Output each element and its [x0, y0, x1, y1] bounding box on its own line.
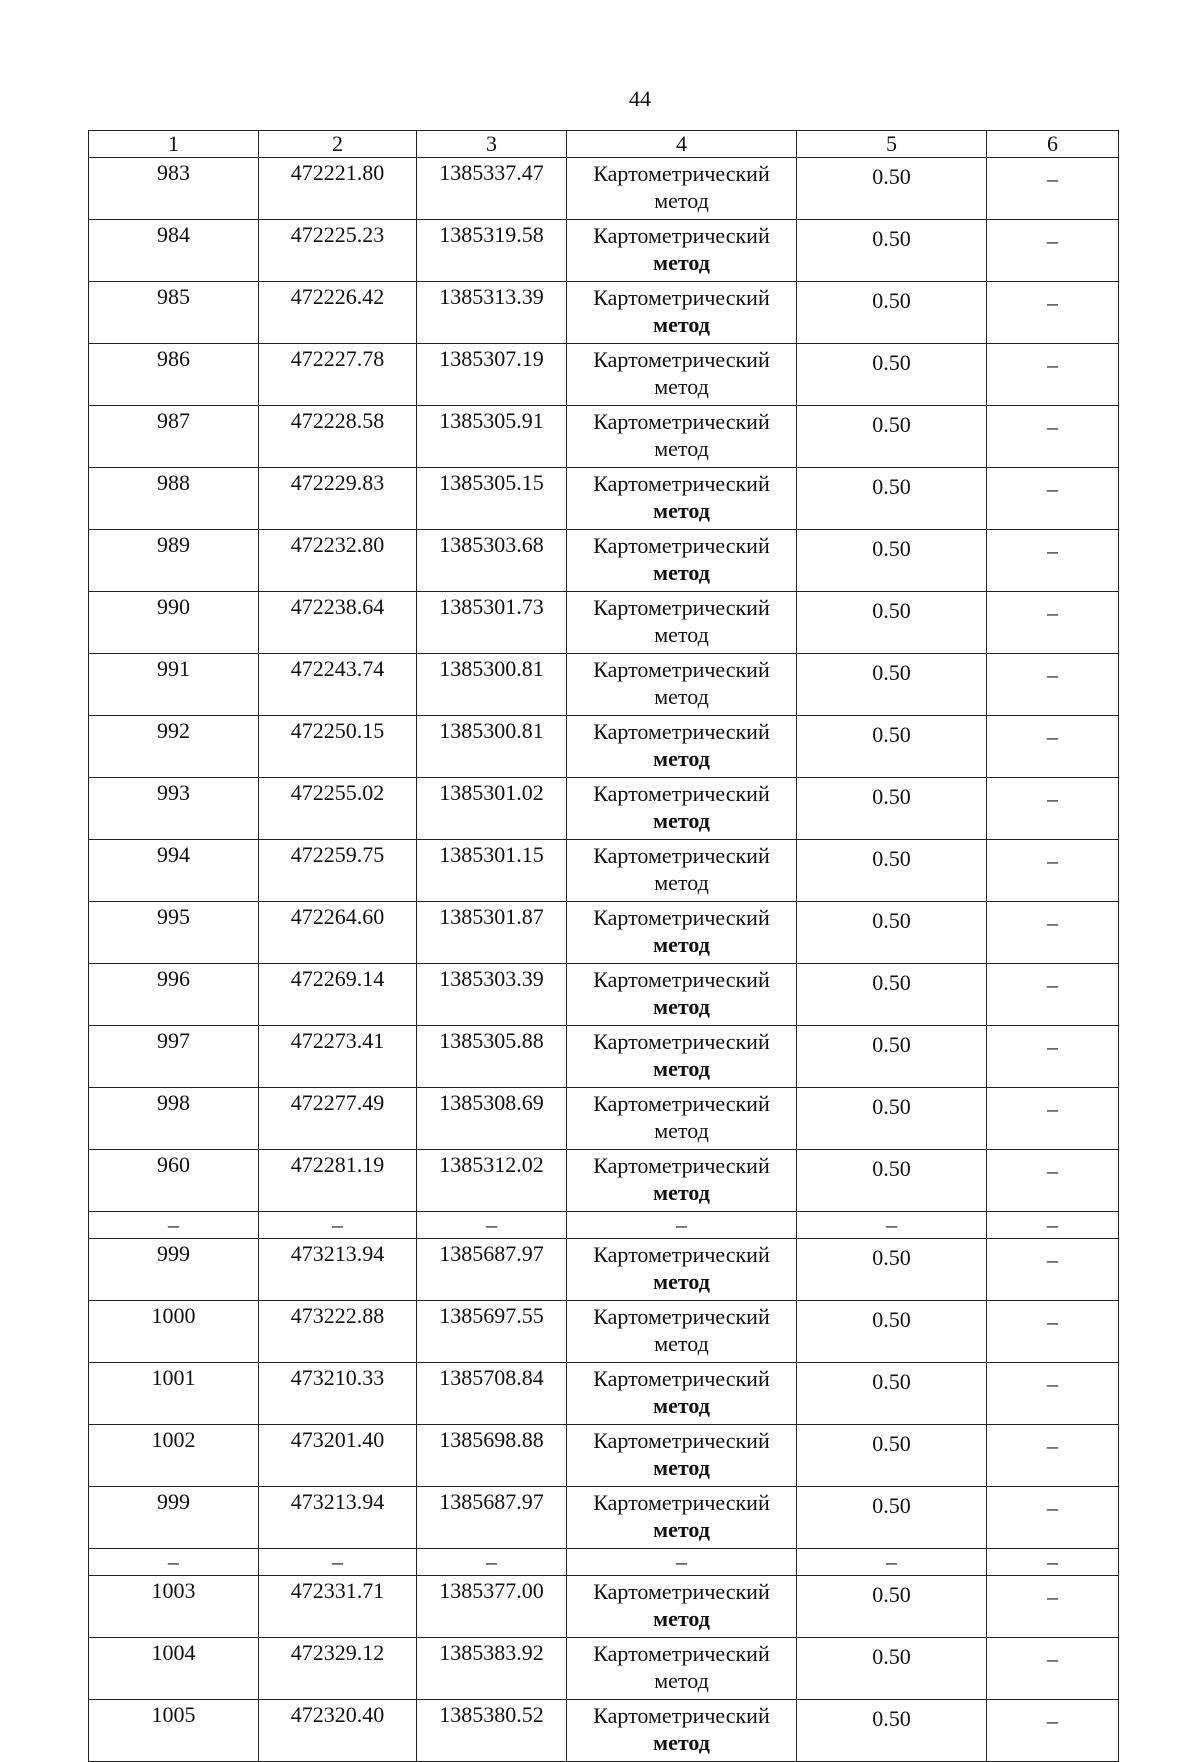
- method-cell: [567, 778, 797, 840]
- method-cell: [567, 1239, 797, 1301]
- x-coordinate-cell: 473222.88: [259, 1301, 417, 1363]
- point-number-cell: 995: [89, 902, 259, 964]
- accuracy-cell: 0.50: [797, 1700, 987, 1762]
- method-cell: [567, 1301, 797, 1363]
- point-number-cell: 988: [89, 468, 259, 530]
- y-coordinate-cell: 1385308.69: [417, 1088, 567, 1150]
- method-line-2: метод: [653, 1606, 710, 1631]
- method-line-2: метод: [653, 746, 710, 771]
- y-coordinate-cell: 1385698.88: [417, 1425, 567, 1487]
- method-line-2: метод: [654, 374, 709, 399]
- accuracy-cell: 0.50: [797, 468, 987, 530]
- method-line-1: Картометрический: [593, 657, 770, 682]
- method-cell: [567, 654, 797, 716]
- method-line-2: метод: [653, 1056, 710, 1081]
- header-row: [89, 131, 1119, 158]
- y-coordinate-cell: 1385301.02: [417, 778, 567, 840]
- table-row: [89, 778, 1119, 840]
- separator-cell: –: [259, 1212, 417, 1239]
- point-number-cell: 1004: [89, 1638, 259, 1700]
- method-line-2: метод: [653, 1730, 710, 1755]
- method-cell: [567, 468, 797, 530]
- method-line-2: метод: [653, 250, 710, 275]
- point-number-cell: 1001: [89, 1363, 259, 1425]
- method-line-1: Картометрический: [593, 1641, 770, 1666]
- column-header: 1: [89, 131, 259, 158]
- separator-cell: –: [987, 1212, 1119, 1239]
- accuracy-cell: 0.50: [797, 1026, 987, 1088]
- x-coordinate-cell: 473210.33: [259, 1363, 417, 1425]
- table-row: [89, 344, 1119, 406]
- x-coordinate-cell: 472277.49: [259, 1088, 417, 1150]
- separator-cell: –: [797, 1212, 987, 1239]
- y-coordinate-cell: 1385303.39: [417, 964, 567, 1026]
- point-number-cell: 1002: [89, 1425, 259, 1487]
- column-6-cell: –: [987, 592, 1119, 654]
- column-6-cell: –: [987, 964, 1119, 1026]
- column-header: 6: [987, 131, 1119, 158]
- point-number-cell: 992: [89, 716, 259, 778]
- accuracy-cell: 0.50: [797, 1638, 987, 1700]
- y-coordinate-cell: 1385697.55: [417, 1301, 567, 1363]
- accuracy-cell: 0.50: [797, 282, 987, 344]
- accuracy-cell: 0.50: [797, 406, 987, 468]
- x-coordinate-cell: 472269.14: [259, 964, 417, 1026]
- column-header: 3: [417, 131, 567, 158]
- method-cell: [567, 530, 797, 592]
- table-row: [89, 840, 1119, 902]
- x-coordinate-cell: 472226.42: [259, 282, 417, 344]
- x-coordinate-cell: 472259.75: [259, 840, 417, 902]
- x-coordinate-cell: 472320.40: [259, 1700, 417, 1762]
- accuracy-cell: 0.50: [797, 1363, 987, 1425]
- x-coordinate-cell: 472225.23: [259, 220, 417, 282]
- x-coordinate-cell: 472264.60: [259, 902, 417, 964]
- point-number-cell: 1003: [89, 1576, 259, 1638]
- method-cell: [567, 158, 797, 220]
- x-coordinate-cell: 472221.80: [259, 158, 417, 220]
- method-cell: [567, 716, 797, 778]
- column-6-cell: –: [987, 406, 1119, 468]
- method-line-1: Картометрический: [593, 1153, 770, 1178]
- method-line-1: Картометрический: [593, 161, 770, 186]
- method-line-2: метод: [654, 1331, 709, 1356]
- column-6-cell: –: [987, 1700, 1119, 1762]
- point-number-cell: 996: [89, 964, 259, 1026]
- column-6-cell: –: [987, 1576, 1119, 1638]
- y-coordinate-cell: 1385300.81: [417, 654, 567, 716]
- x-coordinate-cell: 472250.15: [259, 716, 417, 778]
- table-row: [89, 1700, 1119, 1762]
- method-line-2: метод: [654, 622, 709, 647]
- table-row: [89, 1576, 1119, 1638]
- y-coordinate-cell: 1385303.68: [417, 530, 567, 592]
- column-6-cell: –: [987, 1638, 1119, 1700]
- x-coordinate-cell: 472331.71: [259, 1576, 417, 1638]
- accuracy-cell: 0.50: [797, 1487, 987, 1549]
- x-coordinate-cell: 472227.78: [259, 344, 417, 406]
- table-row: [89, 1425, 1119, 1487]
- column-6-cell: –: [987, 1363, 1119, 1425]
- separator-cell: –: [417, 1212, 567, 1239]
- x-coordinate-cell: 472238.64: [259, 592, 417, 654]
- method-cell: [567, 220, 797, 282]
- column-6-cell: –: [987, 840, 1119, 902]
- method-line-2: метод: [653, 1180, 710, 1205]
- point-number-cell: 990: [89, 592, 259, 654]
- method-cell: [567, 406, 797, 468]
- accuracy-cell: 0.50: [797, 840, 987, 902]
- method-line-1: Картометрический: [593, 843, 770, 868]
- column-6-cell: –: [987, 716, 1119, 778]
- x-coordinate-cell: 472255.02: [259, 778, 417, 840]
- method-cell: [567, 344, 797, 406]
- method-cell: [567, 1363, 797, 1425]
- column-6-cell: –: [987, 1425, 1119, 1487]
- point-number-cell: 993: [89, 778, 259, 840]
- accuracy-cell: 0.50: [797, 902, 987, 964]
- method-line-2: метод: [654, 684, 709, 709]
- y-coordinate-cell: 1385687.97: [417, 1239, 567, 1301]
- separator-cell: –: [797, 1549, 987, 1576]
- y-coordinate-cell: 1385305.15: [417, 468, 567, 530]
- point-number-cell: 999: [89, 1487, 259, 1549]
- table-row: [89, 530, 1119, 592]
- accuracy-cell: 0.50: [797, 654, 987, 716]
- accuracy-cell: 0.50: [797, 1150, 987, 1212]
- separator-row: [89, 1212, 1119, 1239]
- method-line-2: метод: [653, 312, 710, 337]
- accuracy-cell: 0.50: [797, 220, 987, 282]
- y-coordinate-cell: 1385687.97: [417, 1487, 567, 1549]
- coordinates-table: [88, 130, 1119, 1762]
- table-row: [89, 1638, 1119, 1700]
- point-number-cell: 987: [89, 406, 259, 468]
- separator-cell: –: [567, 1212, 797, 1239]
- x-coordinate-cell: 472243.74: [259, 654, 417, 716]
- separator-cell: –: [89, 1549, 259, 1576]
- method-line-1: Картометрический: [593, 409, 770, 434]
- method-line-1: Картометрический: [593, 533, 770, 558]
- column-6-cell: –: [987, 1239, 1119, 1301]
- method-cell: [567, 964, 797, 1026]
- column-header: 5: [797, 131, 987, 158]
- table-row: [89, 406, 1119, 468]
- separator-cell: –: [259, 1549, 417, 1576]
- table-row: [89, 1026, 1119, 1088]
- method-cell: [567, 592, 797, 654]
- y-coordinate-cell: 1385337.47: [417, 158, 567, 220]
- method-cell: [567, 1638, 797, 1700]
- column-6-cell: –: [987, 1088, 1119, 1150]
- method-cell: [567, 1576, 797, 1638]
- page-number: 44: [629, 86, 651, 111]
- table-row: [89, 282, 1119, 344]
- method-line-1: Картометрический: [593, 905, 770, 930]
- x-coordinate-cell: 472329.12: [259, 1638, 417, 1700]
- column-6-cell: –: [987, 654, 1119, 716]
- method-cell: [567, 1026, 797, 1088]
- method-cell: [567, 1487, 797, 1549]
- method-line-1: Картометрический: [593, 1366, 770, 1391]
- method-line-2: метод: [653, 560, 710, 585]
- column-6-cell: –: [987, 778, 1119, 840]
- method-line-1: Картометрический: [593, 1091, 770, 1116]
- method-line-1: Картометрический: [593, 285, 770, 310]
- accuracy-cell: 0.50: [797, 1088, 987, 1150]
- column-6-cell: –: [987, 220, 1119, 282]
- y-coordinate-cell: 1385300.81: [417, 716, 567, 778]
- method-line-2: метод: [653, 1269, 710, 1294]
- method-line-1: Картометрический: [593, 719, 770, 744]
- x-coordinate-cell: 472281.19: [259, 1150, 417, 1212]
- y-coordinate-cell: 1385301.87: [417, 902, 567, 964]
- table-row: [89, 716, 1119, 778]
- accuracy-cell: 0.50: [797, 1425, 987, 1487]
- column-header: 2: [259, 131, 417, 158]
- method-cell: [567, 840, 797, 902]
- x-coordinate-cell: 472229.83: [259, 468, 417, 530]
- column-6-cell: –: [987, 282, 1119, 344]
- table-row: [89, 220, 1119, 282]
- method-cell: [567, 1425, 797, 1487]
- method-cell: [567, 1700, 797, 1762]
- column-header: 4: [567, 131, 797, 158]
- method-line-1: Картометрический: [593, 1428, 770, 1453]
- method-cell: [567, 1088, 797, 1150]
- y-coordinate-cell: 1385377.00: [417, 1576, 567, 1638]
- table-row: [89, 592, 1119, 654]
- accuracy-cell: 0.50: [797, 716, 987, 778]
- table-row: [89, 1088, 1119, 1150]
- point-number-cell: 960: [89, 1150, 259, 1212]
- x-coordinate-cell: 472228.58: [259, 406, 417, 468]
- table-row: [89, 654, 1119, 716]
- y-coordinate-cell: 1385312.02: [417, 1150, 567, 1212]
- table-row: [89, 1150, 1119, 1212]
- column-6-cell: –: [987, 1150, 1119, 1212]
- y-coordinate-cell: 1385305.88: [417, 1026, 567, 1088]
- table-row: [89, 964, 1119, 1026]
- separator-cell: –: [417, 1549, 567, 1576]
- accuracy-cell: 0.50: [797, 1576, 987, 1638]
- method-line-2: метод: [653, 1455, 710, 1480]
- table-row: [89, 1301, 1119, 1363]
- table-header: [89, 131, 1119, 158]
- table-row: [89, 1239, 1119, 1301]
- method-line-2: метод: [653, 994, 710, 1019]
- table-row: [89, 1363, 1119, 1425]
- method-line-2: метод: [654, 1118, 709, 1143]
- separator-row: [89, 1549, 1119, 1576]
- column-6-cell: –: [987, 1487, 1119, 1549]
- y-coordinate-cell: 1385380.52: [417, 1700, 567, 1762]
- method-cell: [567, 1150, 797, 1212]
- accuracy-cell: 0.50: [797, 344, 987, 406]
- point-number-cell: 986: [89, 344, 259, 406]
- method-line-2: метод: [653, 1393, 710, 1418]
- column-6-cell: –: [987, 530, 1119, 592]
- method-line-2: метод: [653, 932, 710, 957]
- point-number-cell: 997: [89, 1026, 259, 1088]
- method-line-2: метод: [654, 436, 709, 461]
- point-number-cell: 991: [89, 654, 259, 716]
- y-coordinate-cell: 1385301.73: [417, 592, 567, 654]
- table-row: [89, 158, 1119, 220]
- y-coordinate-cell: 1385319.58: [417, 220, 567, 282]
- method-cell: [567, 282, 797, 344]
- method-line-2: метод: [653, 498, 710, 523]
- accuracy-cell: 0.50: [797, 530, 987, 592]
- method-line-2: метод: [653, 1517, 710, 1542]
- method-line-2: метод: [654, 188, 709, 213]
- x-coordinate-cell: 473201.40: [259, 1425, 417, 1487]
- x-coordinate-cell: 472273.41: [259, 1026, 417, 1088]
- separator-cell: –: [89, 1212, 259, 1239]
- x-coordinate-cell: 473213.94: [259, 1487, 417, 1549]
- column-6-cell: –: [987, 468, 1119, 530]
- method-line-1: Картометрический: [593, 223, 770, 248]
- method-line-1: Картометрический: [593, 1490, 770, 1515]
- column-6-cell: –: [987, 1026, 1119, 1088]
- accuracy-cell: 0.50: [797, 158, 987, 220]
- point-number-cell: 1000: [89, 1301, 259, 1363]
- point-number-cell: 998: [89, 1088, 259, 1150]
- method-line-1: Картометрический: [593, 1029, 770, 1054]
- y-coordinate-cell: 1385307.19: [417, 344, 567, 406]
- separator-cell: –: [567, 1549, 797, 1576]
- table-row: [89, 468, 1119, 530]
- method-line-1: Картометрический: [593, 347, 770, 372]
- method-line-1: Картометрический: [593, 1242, 770, 1267]
- accuracy-cell: 0.50: [797, 592, 987, 654]
- method-line-1: Картометрический: [593, 1304, 770, 1329]
- accuracy-cell: 0.50: [797, 778, 987, 840]
- method-line-2: метод: [654, 870, 709, 895]
- column-6-cell: –: [987, 344, 1119, 406]
- point-number-cell: 989: [89, 530, 259, 592]
- method-line-1: Картометрический: [593, 1703, 770, 1728]
- point-number-cell: 983: [89, 158, 259, 220]
- x-coordinate-cell: 473213.94: [259, 1239, 417, 1301]
- point-number-cell: 985: [89, 282, 259, 344]
- y-coordinate-cell: 1385305.91: [417, 406, 567, 468]
- method-line-1: Картометрический: [593, 471, 770, 496]
- column-6-cell: –: [987, 902, 1119, 964]
- method-line-2: метод: [654, 1668, 709, 1693]
- table-body: [89, 158, 1119, 1762]
- y-coordinate-cell: 1385383.92: [417, 1638, 567, 1700]
- table-row: [89, 902, 1119, 964]
- method-line-1: Картометрический: [593, 967, 770, 992]
- point-number-cell: 994: [89, 840, 259, 902]
- method-line-1: Картометрический: [593, 1579, 770, 1604]
- x-coordinate-cell: 472232.80: [259, 530, 417, 592]
- method-line-2: метод: [653, 808, 710, 833]
- table-row: [89, 1487, 1119, 1549]
- y-coordinate-cell: 1385313.39: [417, 282, 567, 344]
- accuracy-cell: 0.50: [797, 964, 987, 1026]
- y-coordinate-cell: 1385708.84: [417, 1363, 567, 1425]
- point-number-cell: 1005: [89, 1700, 259, 1762]
- column-6-cell: –: [987, 1301, 1119, 1363]
- point-number-cell: 999: [89, 1239, 259, 1301]
- method-line-1: Картометрический: [593, 781, 770, 806]
- separator-cell: –: [987, 1549, 1119, 1576]
- accuracy-cell: 0.50: [797, 1301, 987, 1363]
- method-cell: [567, 902, 797, 964]
- accuracy-cell: 0.50: [797, 1239, 987, 1301]
- y-coordinate-cell: 1385301.15: [417, 840, 567, 902]
- point-number-cell: 984: [89, 220, 259, 282]
- method-line-1: Картометрический: [593, 595, 770, 620]
- column-6-cell: –: [987, 158, 1119, 220]
